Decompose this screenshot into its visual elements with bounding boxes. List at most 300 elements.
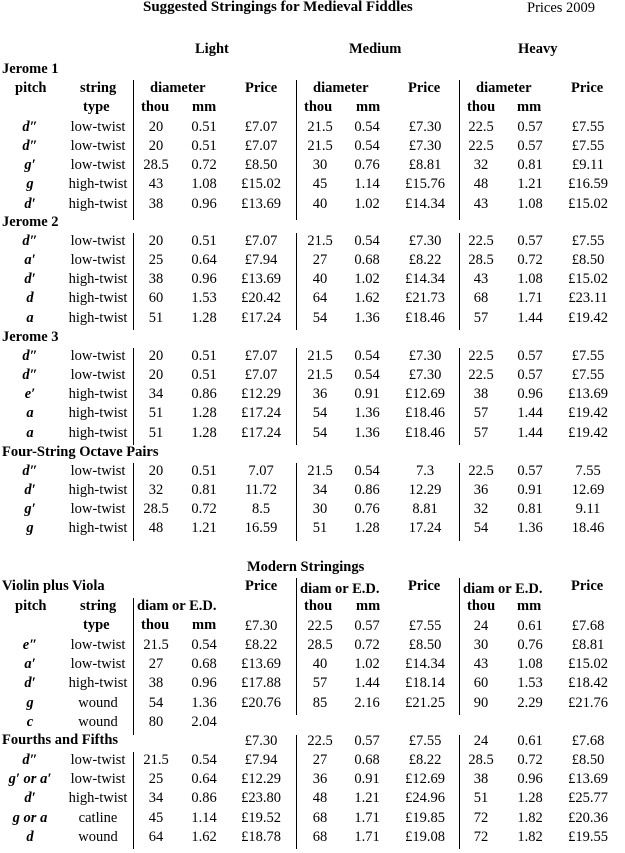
table-row-string-type: high-twist bbox=[68, 425, 128, 441]
table-row-mm: 1.08 bbox=[517, 271, 543, 287]
table-row-mm: 0.57 bbox=[517, 463, 543, 479]
table-row-string-type: high-twist bbox=[68, 520, 128, 536]
table-row-string-type: wound bbox=[78, 714, 118, 730]
table-row-mm: 0.57 bbox=[517, 348, 543, 364]
table-row-string-type: high-twist bbox=[68, 386, 128, 402]
table-row-thou: 36 bbox=[312, 386, 328, 402]
column-divider bbox=[133, 80, 134, 220]
table-row-thou: 85 bbox=[312, 695, 328, 711]
table-row-price: £18.14 bbox=[405, 675, 445, 691]
table-row-thou: 72 bbox=[473, 810, 489, 826]
table-row-thou: 27 bbox=[312, 752, 328, 768]
table-row-thou: 27 bbox=[148, 656, 164, 672]
table-row-price: 7.55 bbox=[575, 463, 601, 479]
table-row-price: £7.07 bbox=[244, 367, 278, 383]
table-row-thou: 38 bbox=[148, 196, 164, 212]
table-row-thou: 28.5 bbox=[143, 501, 169, 517]
table-row-thou: 40 bbox=[312, 656, 328, 672]
table-row-thou: 22.5 bbox=[468, 138, 494, 154]
table-row-mm: 1.02 bbox=[354, 196, 380, 212]
section-title-jerome-1: Jerome 1 bbox=[2, 61, 59, 77]
table-row-price: £8.22 bbox=[408, 752, 442, 768]
table-row-price: £7.55 bbox=[571, 367, 605, 383]
table-row-thou: 54 bbox=[312, 425, 328, 441]
table-row-thou: 20 bbox=[148, 367, 164, 383]
table-row-price: £17.24 bbox=[241, 425, 281, 441]
table-row-mm: 0.96 bbox=[191, 675, 217, 691]
table-row-mm: 0.76 bbox=[354, 501, 380, 517]
table-row-price: £7.30 bbox=[408, 119, 442, 135]
column-divider bbox=[459, 578, 460, 715]
table-row-price: £17.24 bbox=[241, 405, 281, 421]
modern-header-mm-light: mm bbox=[192, 617, 217, 633]
table-row-mm: 2.29 bbox=[517, 695, 543, 711]
table-row-thou: 57 bbox=[473, 425, 489, 441]
table-row-price: £12.29 bbox=[241, 771, 281, 787]
table-row-price: £14.34 bbox=[405, 271, 445, 287]
table-row-mm: 0.57 bbox=[517, 367, 543, 383]
table-row-price: £18.42 bbox=[568, 675, 608, 691]
table-row-price: £7.94 bbox=[244, 252, 278, 268]
table-row-thou: 32 bbox=[148, 482, 164, 498]
table-row-thou: 36 bbox=[473, 482, 489, 498]
table-row-pitch: e′ bbox=[24, 386, 36, 402]
table-row-mm: 1.82 bbox=[517, 829, 543, 845]
table-row-thou: 43 bbox=[473, 271, 489, 287]
table-row-mm: 0.57 bbox=[517, 233, 543, 249]
table-row-string-type: low-twist bbox=[70, 771, 126, 787]
modern-header-thou-light: thou bbox=[141, 617, 170, 633]
table-row-pitch: d″ bbox=[22, 233, 38, 249]
table-row-thou: 20 bbox=[148, 119, 164, 135]
modern-header-price-heavy: Price bbox=[571, 578, 604, 594]
table-row-price: £7.30 bbox=[244, 618, 278, 634]
table-row-mm: 1.44 bbox=[354, 675, 380, 691]
table-row-string-type: high-twist bbox=[68, 271, 128, 287]
table-row-string-type: high-twist bbox=[68, 196, 128, 212]
table-row-thou: 21.5 bbox=[143, 637, 169, 653]
table-row-pitch: g bbox=[26, 520, 34, 536]
table-row-price: £7.55 bbox=[408, 733, 442, 749]
table-row-thou: 34 bbox=[148, 790, 164, 806]
table-row-pitch: a bbox=[26, 425, 34, 441]
table-row-mm: 1.53 bbox=[191, 290, 217, 306]
table-row-mm: 2.04 bbox=[191, 714, 217, 730]
table-row-string-type: low-twist bbox=[70, 119, 126, 135]
table-row-mm: 0.81 bbox=[191, 482, 217, 498]
group-medium-label: Medium bbox=[349, 41, 402, 57]
table-row-thou: 45 bbox=[312, 176, 328, 192]
table-row-pitch: g bbox=[26, 176, 34, 192]
table-row-price: £8.22 bbox=[408, 252, 442, 268]
header-mm-heavy: mm bbox=[517, 99, 542, 115]
table-row-mm: 1.62 bbox=[191, 829, 217, 845]
table-row-pitch: d″ bbox=[22, 348, 38, 364]
table-row-thou: 90 bbox=[473, 695, 489, 711]
table-row-string-type: wound bbox=[78, 695, 118, 711]
table-row-thou: 30 bbox=[473, 637, 489, 653]
table-row-thou: 32 bbox=[473, 157, 489, 173]
table-row-thou: 80 bbox=[148, 714, 164, 730]
table-row-string-type: low-twist bbox=[70, 348, 126, 364]
table-row-pitch: g′ bbox=[24, 157, 36, 173]
table-row-price: £7.30 bbox=[408, 367, 442, 383]
table-row-price: £7.30 bbox=[244, 733, 278, 749]
table-row-price: £19.55 bbox=[568, 829, 608, 845]
column-divider bbox=[296, 233, 297, 330]
table-row-thou: 57 bbox=[312, 675, 328, 691]
column-divider bbox=[133, 348, 134, 445]
modern-header-string: string bbox=[80, 598, 117, 614]
table-row-price: £15.02 bbox=[241, 176, 281, 192]
table-row-price: £19.42 bbox=[568, 425, 608, 441]
table-row-mm: 1.21 bbox=[191, 520, 217, 536]
table-row-string-type: high-twist bbox=[68, 482, 128, 498]
table-row-thou: 25 bbox=[148, 252, 164, 268]
table-row-mm: 0.86 bbox=[191, 386, 217, 402]
table-row-mm: 1.14 bbox=[191, 810, 217, 826]
table-row-mm: 0.64 bbox=[191, 252, 217, 268]
column-divider bbox=[296, 735, 297, 849]
table-row-string-type: high-twist bbox=[68, 290, 128, 306]
table-row-mm: 1.28 bbox=[191, 310, 217, 326]
table-row-mm: 1.36 bbox=[354, 405, 380, 421]
table-row-mm: 0.57 bbox=[354, 618, 380, 634]
table-row-string-type: high-twist bbox=[68, 790, 128, 806]
table-row-thou: 21.5 bbox=[307, 233, 333, 249]
table-row-mm: 0.68 bbox=[191, 656, 217, 672]
table-row-mm: 1.36 bbox=[517, 520, 543, 536]
table-row-pitch: d bbox=[26, 829, 34, 845]
table-row-string-type: low-twist bbox=[70, 501, 126, 517]
table-row-thou: 51 bbox=[148, 310, 164, 326]
table-row-thou: 43 bbox=[473, 196, 489, 212]
header-thou-heavy: thou bbox=[467, 99, 496, 115]
table-row-mm: 0.61 bbox=[517, 733, 543, 749]
header-thou-light: thou bbox=[141, 99, 170, 115]
table-row-price: £8.22 bbox=[244, 637, 278, 653]
table-row-price: 7.3 bbox=[415, 463, 435, 479]
table-row-price: £7.30 bbox=[408, 138, 442, 154]
table-row-price: £13.69 bbox=[241, 271, 281, 287]
table-row-pitch: a′ bbox=[24, 252, 36, 268]
table-row-mm: 1.08 bbox=[517, 196, 543, 212]
column-divider bbox=[296, 578, 297, 715]
table-row-price: £7.07 bbox=[244, 348, 278, 364]
table-row-thou: 20 bbox=[148, 348, 164, 364]
table-row-pitch: d″ bbox=[22, 752, 38, 768]
table-row-thou: 48 bbox=[473, 176, 489, 192]
table-row-string-type: low-twist bbox=[70, 252, 126, 268]
table-row-thou: 54 bbox=[312, 405, 328, 421]
table-row-pitch: d′ bbox=[24, 790, 36, 806]
table-row-mm: 1.53 bbox=[517, 675, 543, 691]
table-row-price: £7.07 bbox=[244, 233, 278, 249]
table-row-pitch: g′ or a′ bbox=[8, 771, 52, 787]
table-row-mm: 1.02 bbox=[354, 656, 380, 672]
section-title-four-string: Four-String Octave Pairs bbox=[2, 444, 159, 460]
table-row-string-type: catline bbox=[78, 810, 118, 826]
table-row-price: £14.34 bbox=[405, 656, 445, 672]
column-divider bbox=[459, 233, 460, 330]
table-row-pitch: d″ bbox=[22, 463, 38, 479]
table-row-mm: 0.91 bbox=[354, 386, 380, 402]
table-row-thou: 21.5 bbox=[307, 119, 333, 135]
header-price-heavy: Price bbox=[571, 80, 604, 96]
table-row-string-type: low-twist bbox=[70, 157, 126, 173]
table-row-thou: 38 bbox=[148, 271, 164, 287]
modern-header-thou-medium: thou bbox=[304, 598, 333, 614]
table-row-price: 16.59 bbox=[244, 520, 278, 536]
table-row-price: £7.55 bbox=[571, 233, 605, 249]
table-row-mm: 0.72 bbox=[191, 501, 217, 517]
table-row-thou: 64 bbox=[148, 829, 164, 845]
table-row-thou: 22.5 bbox=[468, 367, 494, 383]
table-row-mm: 0.91 bbox=[354, 771, 380, 787]
table-row-mm: 0.96 bbox=[517, 771, 543, 787]
table-row-price: £18.46 bbox=[405, 310, 445, 326]
column-divider bbox=[296, 348, 297, 445]
table-row-thou: 45 bbox=[148, 810, 164, 826]
column-divider bbox=[133, 233, 134, 330]
table-row-mm: 1.28 bbox=[517, 790, 543, 806]
table-row-price: £23.11 bbox=[568, 290, 608, 306]
table-row-string-type: high-twist bbox=[68, 310, 128, 326]
table-row-thou: 51 bbox=[148, 425, 164, 441]
table-row-price: £13.69 bbox=[568, 386, 608, 402]
table-row-price: £8.50 bbox=[408, 637, 442, 653]
table-row-thou: 21.5 bbox=[307, 463, 333, 479]
table-row-price: £17.24 bbox=[241, 310, 281, 326]
table-row-thou: 22.5 bbox=[307, 618, 333, 634]
table-row-pitch: g bbox=[26, 695, 34, 711]
table-row-price: £7.07 bbox=[244, 138, 278, 154]
table-row-mm: 0.76 bbox=[354, 157, 380, 173]
table-row-thou: 38 bbox=[473, 386, 489, 402]
table-row-string-type: low-twist bbox=[70, 233, 126, 249]
column-divider bbox=[133, 598, 134, 735]
modern-header-type: type bbox=[83, 617, 110, 633]
table-row-price: £12.29 bbox=[241, 386, 281, 402]
modern-header-diam-medium: diam or E.D. bbox=[300, 581, 380, 597]
table-row-thou: 54 bbox=[312, 310, 328, 326]
table-row-mm: 0.57 bbox=[517, 119, 543, 135]
table-row-mm: 0.96 bbox=[191, 196, 217, 212]
table-row-thou: 68 bbox=[312, 810, 328, 826]
table-row-mm: 0.51 bbox=[191, 233, 217, 249]
table-row-pitch: g or a bbox=[12, 810, 48, 826]
table-row-thou: 60 bbox=[148, 290, 164, 306]
table-row-price: £8.50 bbox=[571, 752, 605, 768]
column-divider bbox=[459, 80, 460, 220]
table-row-mm: 1.28 bbox=[191, 425, 217, 441]
table-row-mm: 0.91 bbox=[517, 482, 543, 498]
table-row-price: £7.30 bbox=[408, 348, 442, 364]
table-row-thou: 40 bbox=[312, 271, 328, 287]
header-string: string bbox=[80, 80, 117, 96]
table-row-mm: 0.54 bbox=[191, 637, 217, 653]
table-row-price: £13.69 bbox=[241, 196, 281, 212]
table-row-mm: 1.44 bbox=[517, 425, 543, 441]
modern-header-diam-heavy: diam or E.D. bbox=[463, 581, 543, 597]
table-row-price: £18.46 bbox=[405, 425, 445, 441]
group-heavy-label: Heavy bbox=[518, 41, 558, 57]
table-row-mm: 0.68 bbox=[354, 252, 380, 268]
table-row-string-type: high-twist bbox=[68, 405, 128, 421]
table-row-thou: 48 bbox=[312, 790, 328, 806]
table-row-price: £7.55 bbox=[408, 618, 442, 634]
table-row-mm: 0.96 bbox=[191, 271, 217, 287]
table-row-mm: 1.02 bbox=[354, 271, 380, 287]
table-row-mm: 0.61 bbox=[517, 618, 543, 634]
column-divider bbox=[133, 752, 134, 849]
table-row-mm: 0.54 bbox=[354, 463, 380, 479]
table-row-string-type: wound bbox=[78, 829, 118, 845]
table-row-price: £25.77 bbox=[568, 790, 608, 806]
table-row-mm: 0.54 bbox=[354, 138, 380, 154]
table-row-mm: 0.54 bbox=[191, 752, 217, 768]
prices-note: Prices 2009 bbox=[527, 0, 596, 16]
table-row-price: £8.81 bbox=[408, 157, 442, 173]
table-row-thou: 38 bbox=[148, 675, 164, 691]
table-row-thou: 32 bbox=[473, 501, 489, 517]
table-row-thou: 22.5 bbox=[307, 733, 333, 749]
table-row-thou: 21.5 bbox=[307, 348, 333, 364]
section-title-jerome-2: Jerome 2 bbox=[2, 214, 59, 230]
table-row-mm: 1.08 bbox=[191, 176, 217, 192]
table-row-thou: 20 bbox=[148, 463, 164, 479]
table-row-price: 18.46 bbox=[571, 520, 605, 536]
table-row-price: £19.42 bbox=[568, 310, 608, 326]
table-row-mm: 0.81 bbox=[517, 501, 543, 517]
header-mm-medium: mm bbox=[356, 99, 381, 115]
modern-title: Modern Stringings bbox=[247, 559, 365, 575]
column-divider bbox=[296, 463, 297, 541]
table-row-thou: 34 bbox=[148, 386, 164, 402]
table-row-mm: 0.72 bbox=[354, 637, 380, 653]
table-row-price: £7.07 bbox=[244, 119, 278, 135]
table-row-thou: 51 bbox=[148, 405, 164, 421]
table-row-thou: 27 bbox=[312, 252, 328, 268]
table-row-pitch: e″ bbox=[22, 637, 38, 653]
table-row-price: £23.80 bbox=[241, 790, 281, 806]
table-row-price: £21.76 bbox=[568, 695, 608, 711]
table-row-mm: 1.36 bbox=[354, 425, 380, 441]
table-row-mm: 1.71 bbox=[354, 810, 380, 826]
table-row-thou: 54 bbox=[473, 520, 489, 536]
table-row-mm: 1.08 bbox=[517, 656, 543, 672]
table-row-price: 12.29 bbox=[408, 482, 442, 498]
table-row-price: £18.46 bbox=[405, 405, 445, 421]
table-row-mm: 0.51 bbox=[191, 119, 217, 135]
table-row-thou: 38 bbox=[473, 771, 489, 787]
table-row-thou: 60 bbox=[473, 675, 489, 691]
table-row-mm: 1.82 bbox=[517, 810, 543, 826]
table-row-mm: 1.36 bbox=[191, 695, 217, 711]
table-row-thou: 28.5 bbox=[468, 752, 494, 768]
table-row-mm: 0.96 bbox=[517, 386, 543, 402]
table-row-price: £9.11 bbox=[571, 157, 605, 173]
table-row-mm: 0.51 bbox=[191, 367, 217, 383]
section-title-fourths-fifths: Fourths and Fifths bbox=[2, 732, 119, 748]
table-row-price: 9.11 bbox=[575, 501, 601, 517]
table-row-thou: 43 bbox=[148, 176, 164, 192]
header-pitch: pitch bbox=[15, 80, 47, 96]
header-diameter-light: diameter bbox=[150, 80, 206, 96]
header-thou-medium: thou bbox=[304, 99, 333, 115]
table-row-thou: 40 bbox=[312, 196, 328, 212]
table-row-price: £19.52 bbox=[241, 810, 281, 826]
table-row-thou: 51 bbox=[473, 790, 489, 806]
group-light-label: Light bbox=[195, 41, 229, 57]
modern-header-diam-light: diam or E.D. bbox=[137, 598, 217, 614]
table-row-string-type: low-twist bbox=[70, 367, 126, 383]
table-row-thou: 68 bbox=[312, 829, 328, 845]
table-row-mm: 0.68 bbox=[354, 752, 380, 768]
table-row-mm: 1.28 bbox=[191, 405, 217, 421]
column-divider bbox=[459, 348, 460, 445]
table-row-price: £21.73 bbox=[405, 290, 445, 306]
column-divider bbox=[459, 463, 460, 541]
table-row-pitch: d′ bbox=[24, 675, 36, 691]
table-row-mm: 0.72 bbox=[517, 252, 543, 268]
table-row-string-type: low-twist bbox=[70, 138, 126, 154]
table-row-mm: 0.86 bbox=[191, 790, 217, 806]
table-row-mm: 0.57 bbox=[354, 733, 380, 749]
table-row-price: £7.30 bbox=[408, 233, 442, 249]
modern-header-pitch: pitch bbox=[15, 598, 47, 614]
column-divider bbox=[296, 80, 297, 220]
table-row-pitch: a bbox=[26, 310, 34, 326]
header-price-medium: Price bbox=[408, 80, 441, 96]
table-row-thou: 30 bbox=[312, 501, 328, 517]
table-row-string-type: low-twist bbox=[70, 752, 126, 768]
table-row-price: £24.96 bbox=[405, 790, 445, 806]
table-row-string-type: low-twist bbox=[70, 637, 126, 653]
table-row-thou: 24 bbox=[473, 618, 489, 634]
table-row-string-type: low-twist bbox=[70, 463, 126, 479]
table-row-price: £19.42 bbox=[568, 405, 608, 421]
table-row-price: £13.69 bbox=[568, 771, 608, 787]
table-row-thou: 22.5 bbox=[468, 233, 494, 249]
table-row-pitch: d′ bbox=[24, 196, 36, 212]
header-mm-light: mm bbox=[192, 99, 217, 115]
header-diameter-heavy: diameter bbox=[476, 80, 532, 96]
table-row-thou: 28.5 bbox=[143, 157, 169, 173]
table-row-mm: 1.62 bbox=[354, 290, 380, 306]
table-row-price: £19.08 bbox=[405, 829, 445, 845]
table-row-pitch: d″ bbox=[22, 119, 38, 135]
table-row-price: £20.76 bbox=[241, 695, 281, 711]
table-row-mm: 0.54 bbox=[354, 119, 380, 135]
header-diameter-medium: diameter bbox=[313, 80, 369, 96]
table-row-thou: 68 bbox=[473, 290, 489, 306]
section-title-violin-viola: Violin plus Viola bbox=[2, 578, 105, 594]
table-row-mm: 0.72 bbox=[191, 157, 217, 173]
table-row-pitch: a bbox=[26, 405, 34, 421]
table-row-mm: 1.44 bbox=[517, 310, 543, 326]
table-row-price: £19.85 bbox=[405, 810, 445, 826]
section-title-jerome-3: Jerome 3 bbox=[2, 329, 59, 345]
table-row-mm: 1.44 bbox=[517, 405, 543, 421]
header-price-light: Price bbox=[245, 80, 278, 96]
table-row-mm: 1.21 bbox=[517, 176, 543, 192]
table-row-price: £7.55 bbox=[571, 348, 605, 364]
table-row-price: 8.5 bbox=[251, 501, 271, 517]
table-row-price: £16.59 bbox=[568, 176, 608, 192]
table-row-mm: 0.54 bbox=[354, 233, 380, 249]
table-row-mm: 1.36 bbox=[354, 310, 380, 326]
